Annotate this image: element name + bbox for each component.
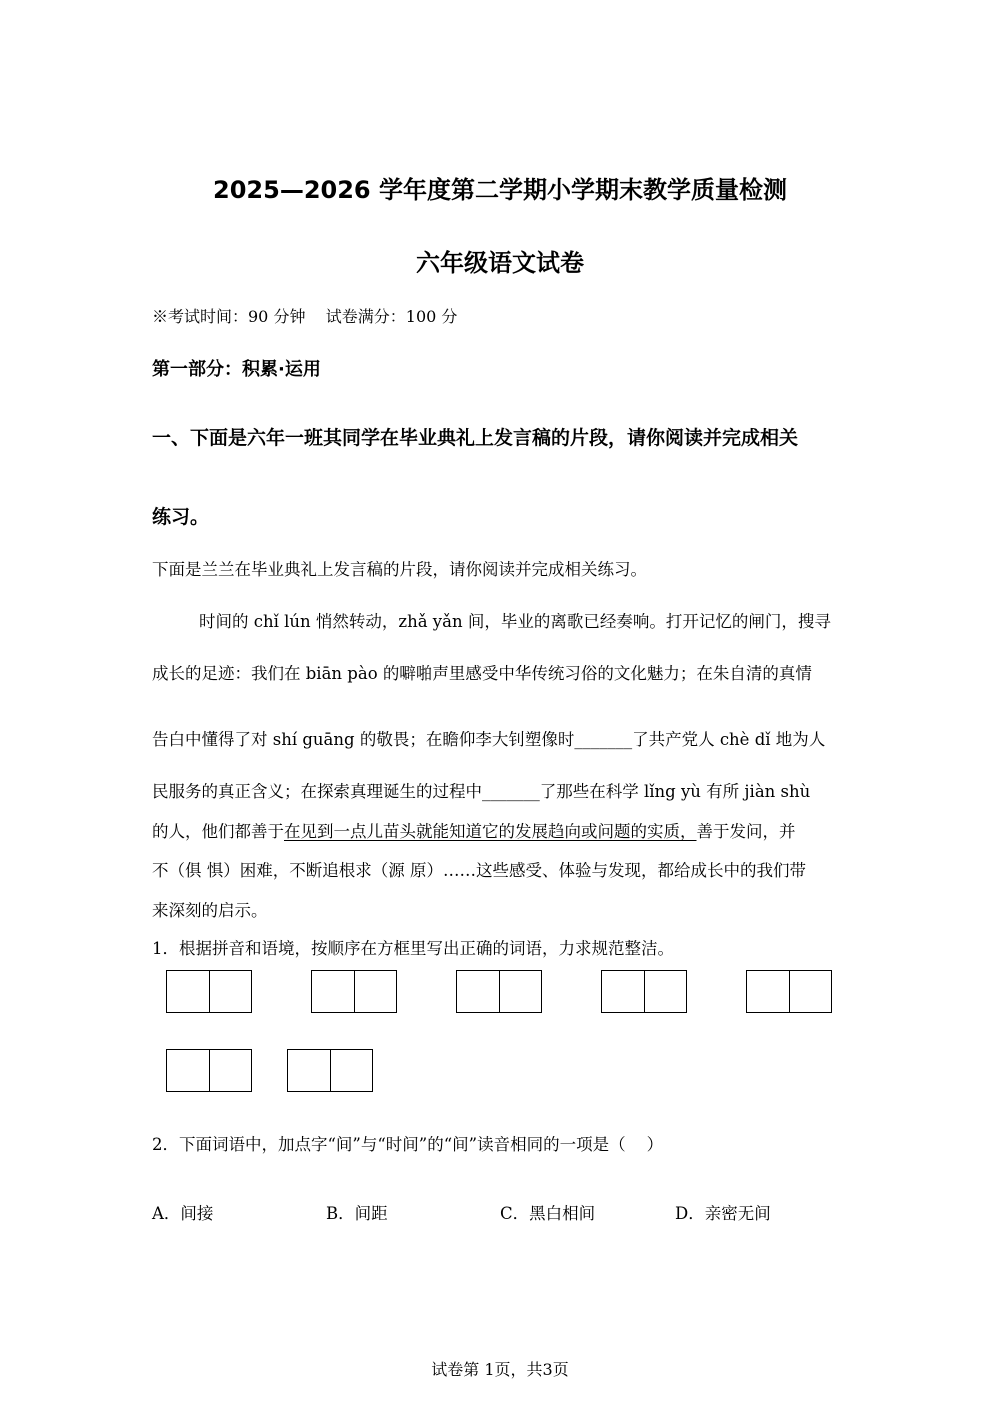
answer-box-7[interactable] — [287, 1049, 373, 1092]
answer-box-5[interactable] — [746, 970, 832, 1013]
underlined-phrase: 在见到一点儿苗头就能知道它的发展趋向或问题的实质， — [284, 822, 697, 841]
option-text: 间接 — [180, 1204, 214, 1223]
option-letter: C． — [500, 1204, 530, 1223]
passage-line-5-pre: 的人，他们都善于 — [152, 822, 284, 841]
question-2-prompt: 2．下面词语中，加点字“间”与“时间”的“间”读音相同的一项是（ ） — [152, 1135, 664, 1154]
passage-line-7: 来深刻的启示。 — [152, 901, 268, 920]
part-heading: 第一部分：积累·运用 — [152, 359, 321, 380]
answer-box-6[interactable] — [166, 1049, 252, 1092]
exam-title: 2025—2026 学年度第二学期小学期末教学质量检测 — [213, 176, 787, 204]
passage-line-5-post: 善于发问，并 — [696, 822, 796, 841]
passage-line-5 — [152, 818, 796, 842]
option-c[interactable] — [500, 1200, 595, 1224]
option-b[interactable] — [326, 1200, 388, 1224]
answer-box-2[interactable] — [311, 970, 397, 1013]
section-heading-line1: 一、下面是六年一班其同学在毕业典礼上发言稿的片段，请你阅读并完成相关 — [152, 427, 799, 449]
section-intro: 下面是兰兰在毕业典礼上发言稿的片段，请你阅读并完成相关练习。 — [152, 560, 647, 579]
page-footer: 试卷第 1页，共3页 — [431, 1360, 569, 1379]
option-text: 亲密无间 — [704, 1204, 771, 1223]
option-text: 黑白相间 — [529, 1204, 596, 1223]
option-letter: B． — [326, 1204, 355, 1223]
option-letter: A． — [152, 1204, 181, 1223]
passage-line-4: 民服务的真正含义；在探索真理诞生的过程中_______了那些在科学 lǐng yù 有所 jiàn shù — [152, 782, 811, 801]
exam-subtitle: 六年级语文试卷 — [416, 249, 584, 277]
option-a[interactable] — [152, 1200, 213, 1224]
option-letter: D． — [675, 1204, 705, 1223]
exam-info: ※考试时间：90 分钟 试卷满分：100 分 — [152, 307, 458, 326]
answer-box-4[interactable] — [601, 970, 687, 1013]
answer-box-1[interactable] — [166, 970, 252, 1013]
passage-line-3: 告白中懂得了对 shí guāng 的敬畏；在瞻仰李大钊塑像时_______了共产党人 chè dǐ 地为人 — [152, 730, 826, 749]
answer-box-3[interactable] — [456, 970, 542, 1013]
question-1-prompt: 1．根据拼音和语境，按顺序在方框里写出正确的词语，力求规范整洁。 — [152, 939, 674, 958]
passage-line-1: 时间的 chǐ lún 悄然转动，zhǎ yǎn 间，毕业的离歌已经奏响。打开记忆的闸门，搜寻 — [199, 612, 831, 631]
option-d[interactable] — [675, 1200, 771, 1224]
passage-line-2: 成长的足迹：我们在 biān pào 的噼啪声里感受中华传统习俗的文化魅力；在朱自清的真情 — [152, 664, 812, 683]
passage-line-6: 不（俱 惧）困难，不断追根求（源 原）……这些感受、体验与发现，都给成长中的我们带 — [152, 861, 806, 880]
option-text: 间距 — [354, 1204, 388, 1223]
section-heading-line2: 练习。 — [152, 506, 210, 528]
